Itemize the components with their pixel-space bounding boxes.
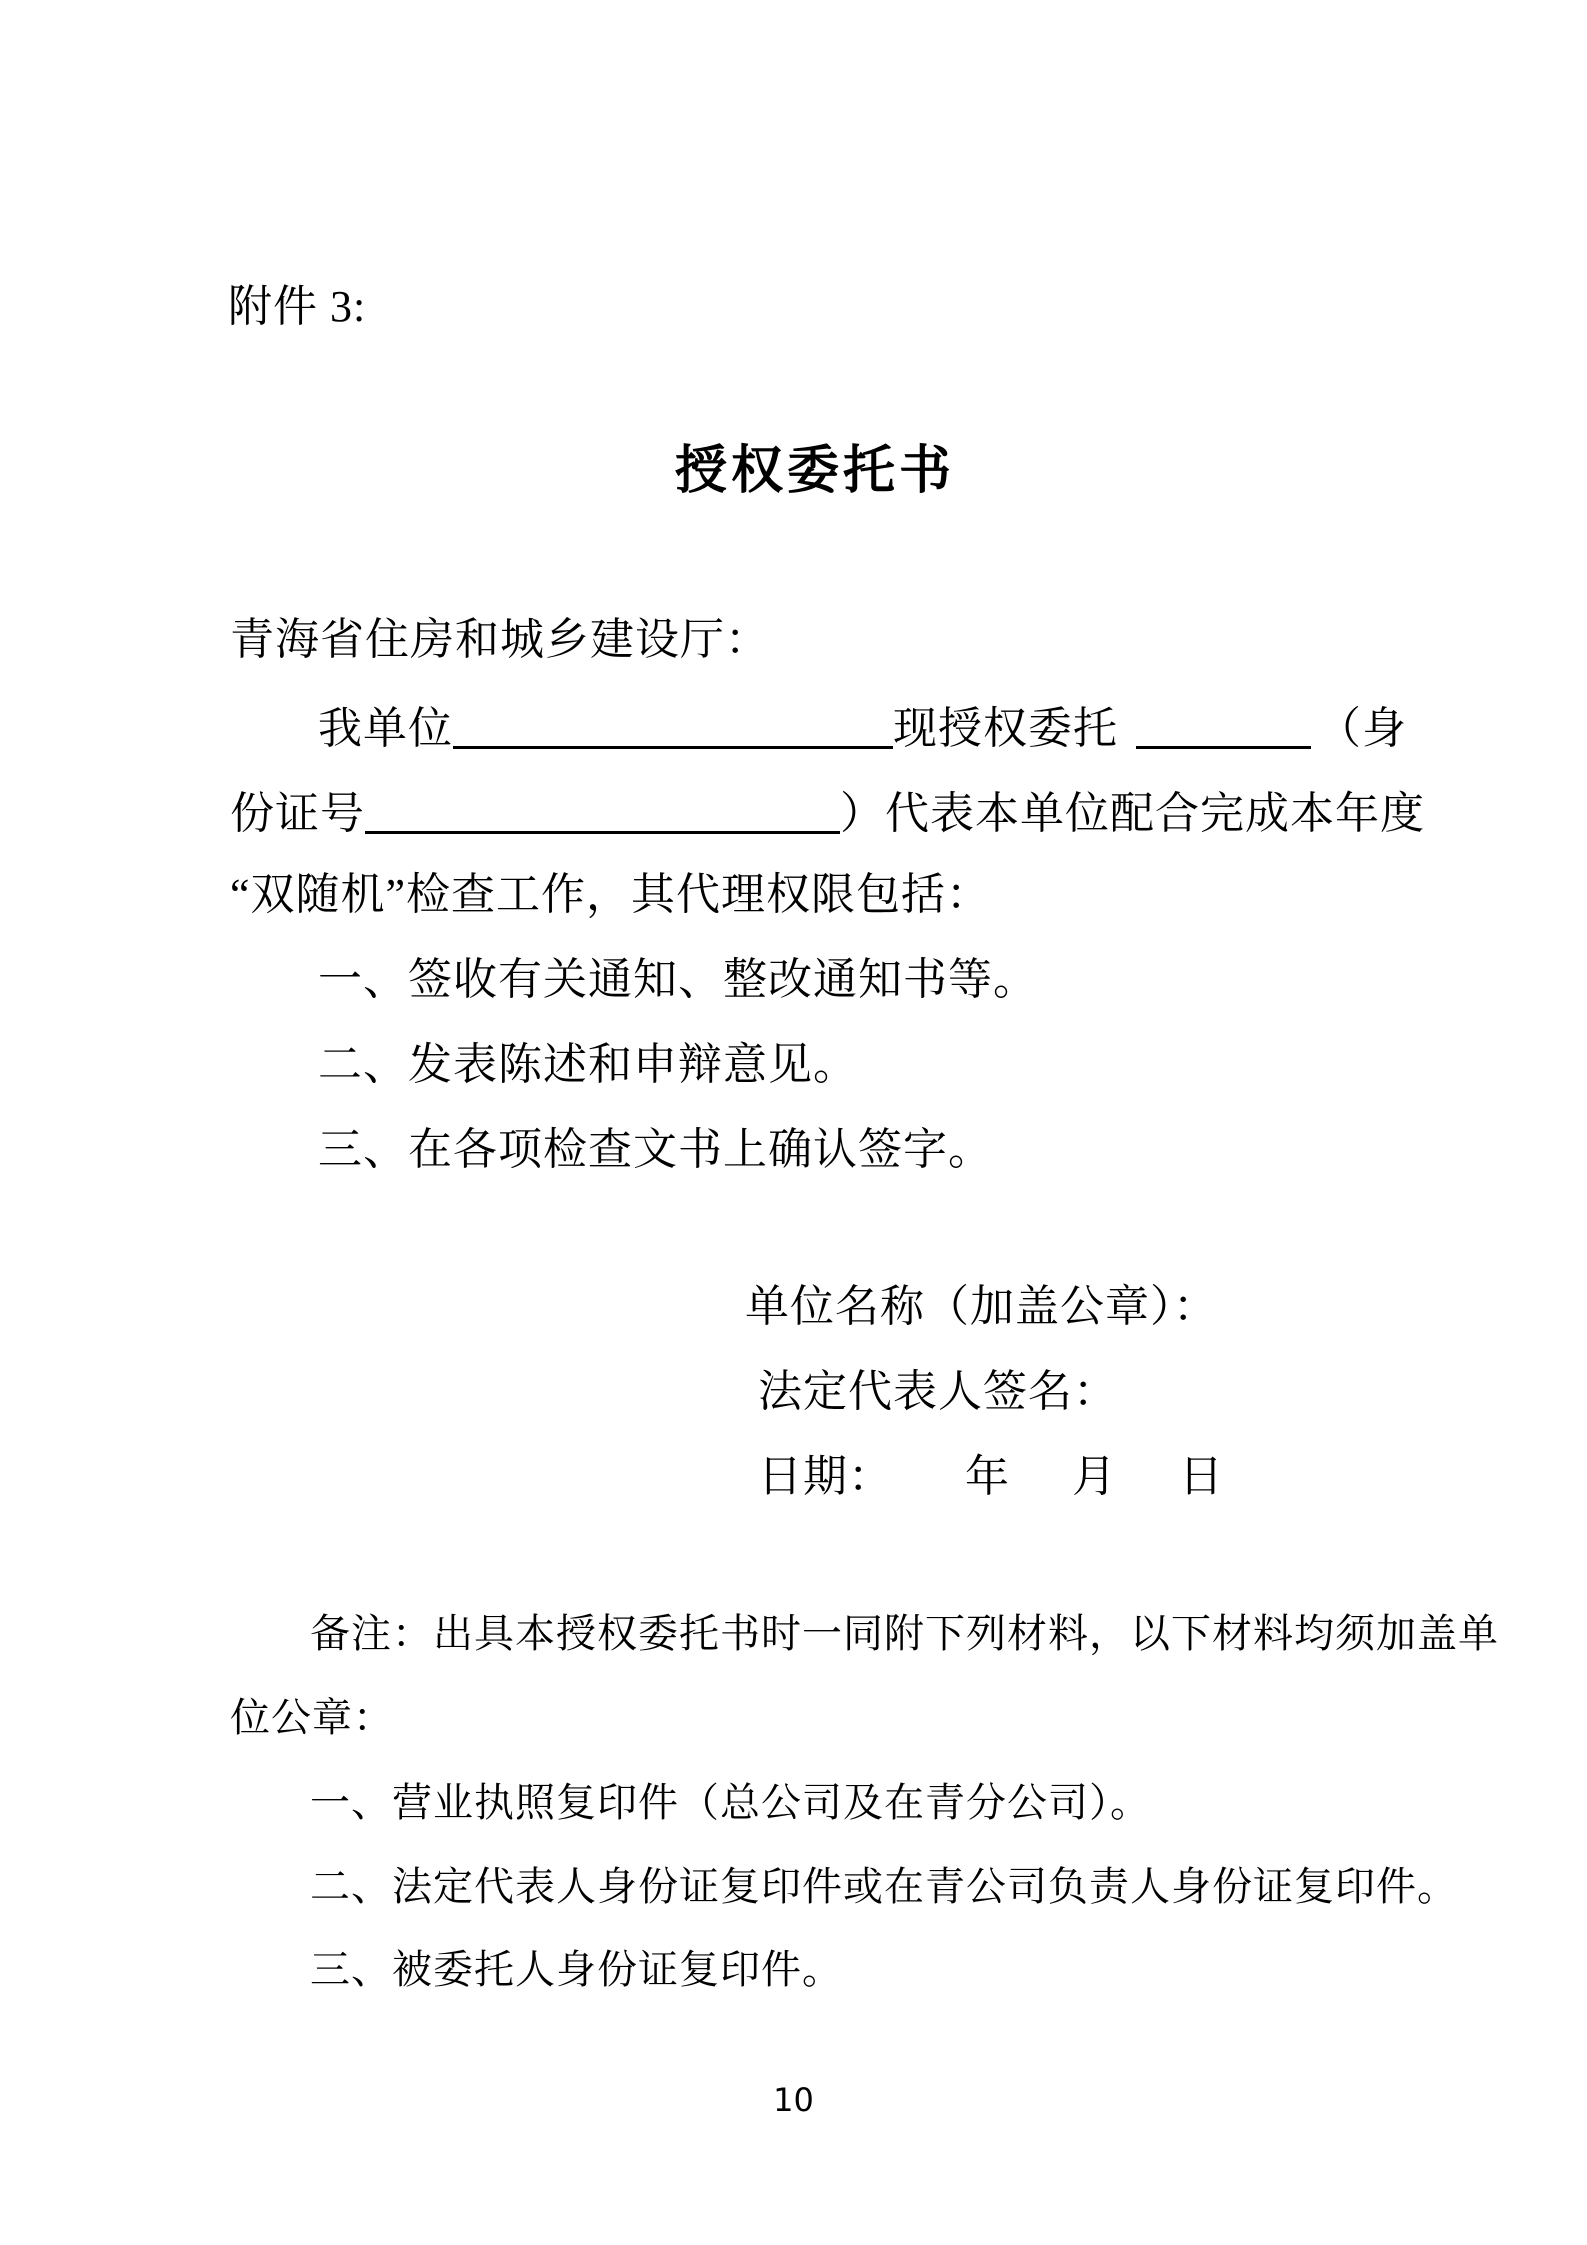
id-number-blank-field (365, 791, 840, 834)
paragraph-line2-prefix: 份证号 (230, 789, 365, 838)
date-day-label: 日 (1179, 1452, 1224, 1501)
authority-item-1: 一、签收有关通知、整改通知书等。 (318, 955, 1038, 1004)
paragraph-line-1 (318, 700, 1407, 754)
paragraph-line-3: “双随机”检查工作，其代理权限包括： (230, 870, 992, 919)
date-label: 日期： (758, 1452, 893, 1501)
unit-name-blank-field (453, 706, 893, 749)
remarks-item-2: 二、法定代表人身份证复印件或在青公司负责人身份证复印件。 (310, 1864, 1458, 1909)
date-year-label: 年 (965, 1452, 1010, 1501)
paragraph-line1-middle: 现授权委托 (893, 704, 1118, 753)
signature-unit-name-label: 单位名称（加盖公章）： (745, 1282, 1218, 1331)
remarks-line-1: 备注：出具本授权委托书时一同附下列材料，以下材料均须加盖单 (310, 1611, 1499, 1656)
paragraph-line-2 (230, 785, 1425, 839)
attachment-label: 附件 3: (228, 282, 367, 331)
remarks-item-3: 三、被委托人身份证复印件。 (310, 1947, 843, 1992)
paragraph-line1-suffix: （身 (1317, 704, 1407, 753)
salutation: 青海省住房和城乡建设厅： (230, 615, 770, 664)
page-title: 授权委托书 (674, 443, 955, 500)
paragraph-line2-suffix: ）代表本单位配合完成本年度 (840, 789, 1425, 838)
authority-item-2: 二、发表陈述和申辩意见。 (318, 1040, 858, 1089)
delegate-name-blank-field (1136, 706, 1311, 749)
signature-legal-rep-label: 法定代表人签名： (758, 1367, 1118, 1416)
signature-date-line (758, 1452, 1224, 1502)
remarks-item-1: 一、营业执照复印件（总公司及在青分公司）。 (310, 1780, 1151, 1825)
date-month-label: 月 (1072, 1452, 1117, 1501)
paragraph-line1-prefix: 我单位 (318, 704, 453, 753)
authority-item-3: 三、在各项检查文书上确认签字。 (318, 1125, 993, 1174)
page-number: 10 (773, 2081, 814, 2119)
remarks-line-2: 位公章： (230, 1695, 394, 1740)
